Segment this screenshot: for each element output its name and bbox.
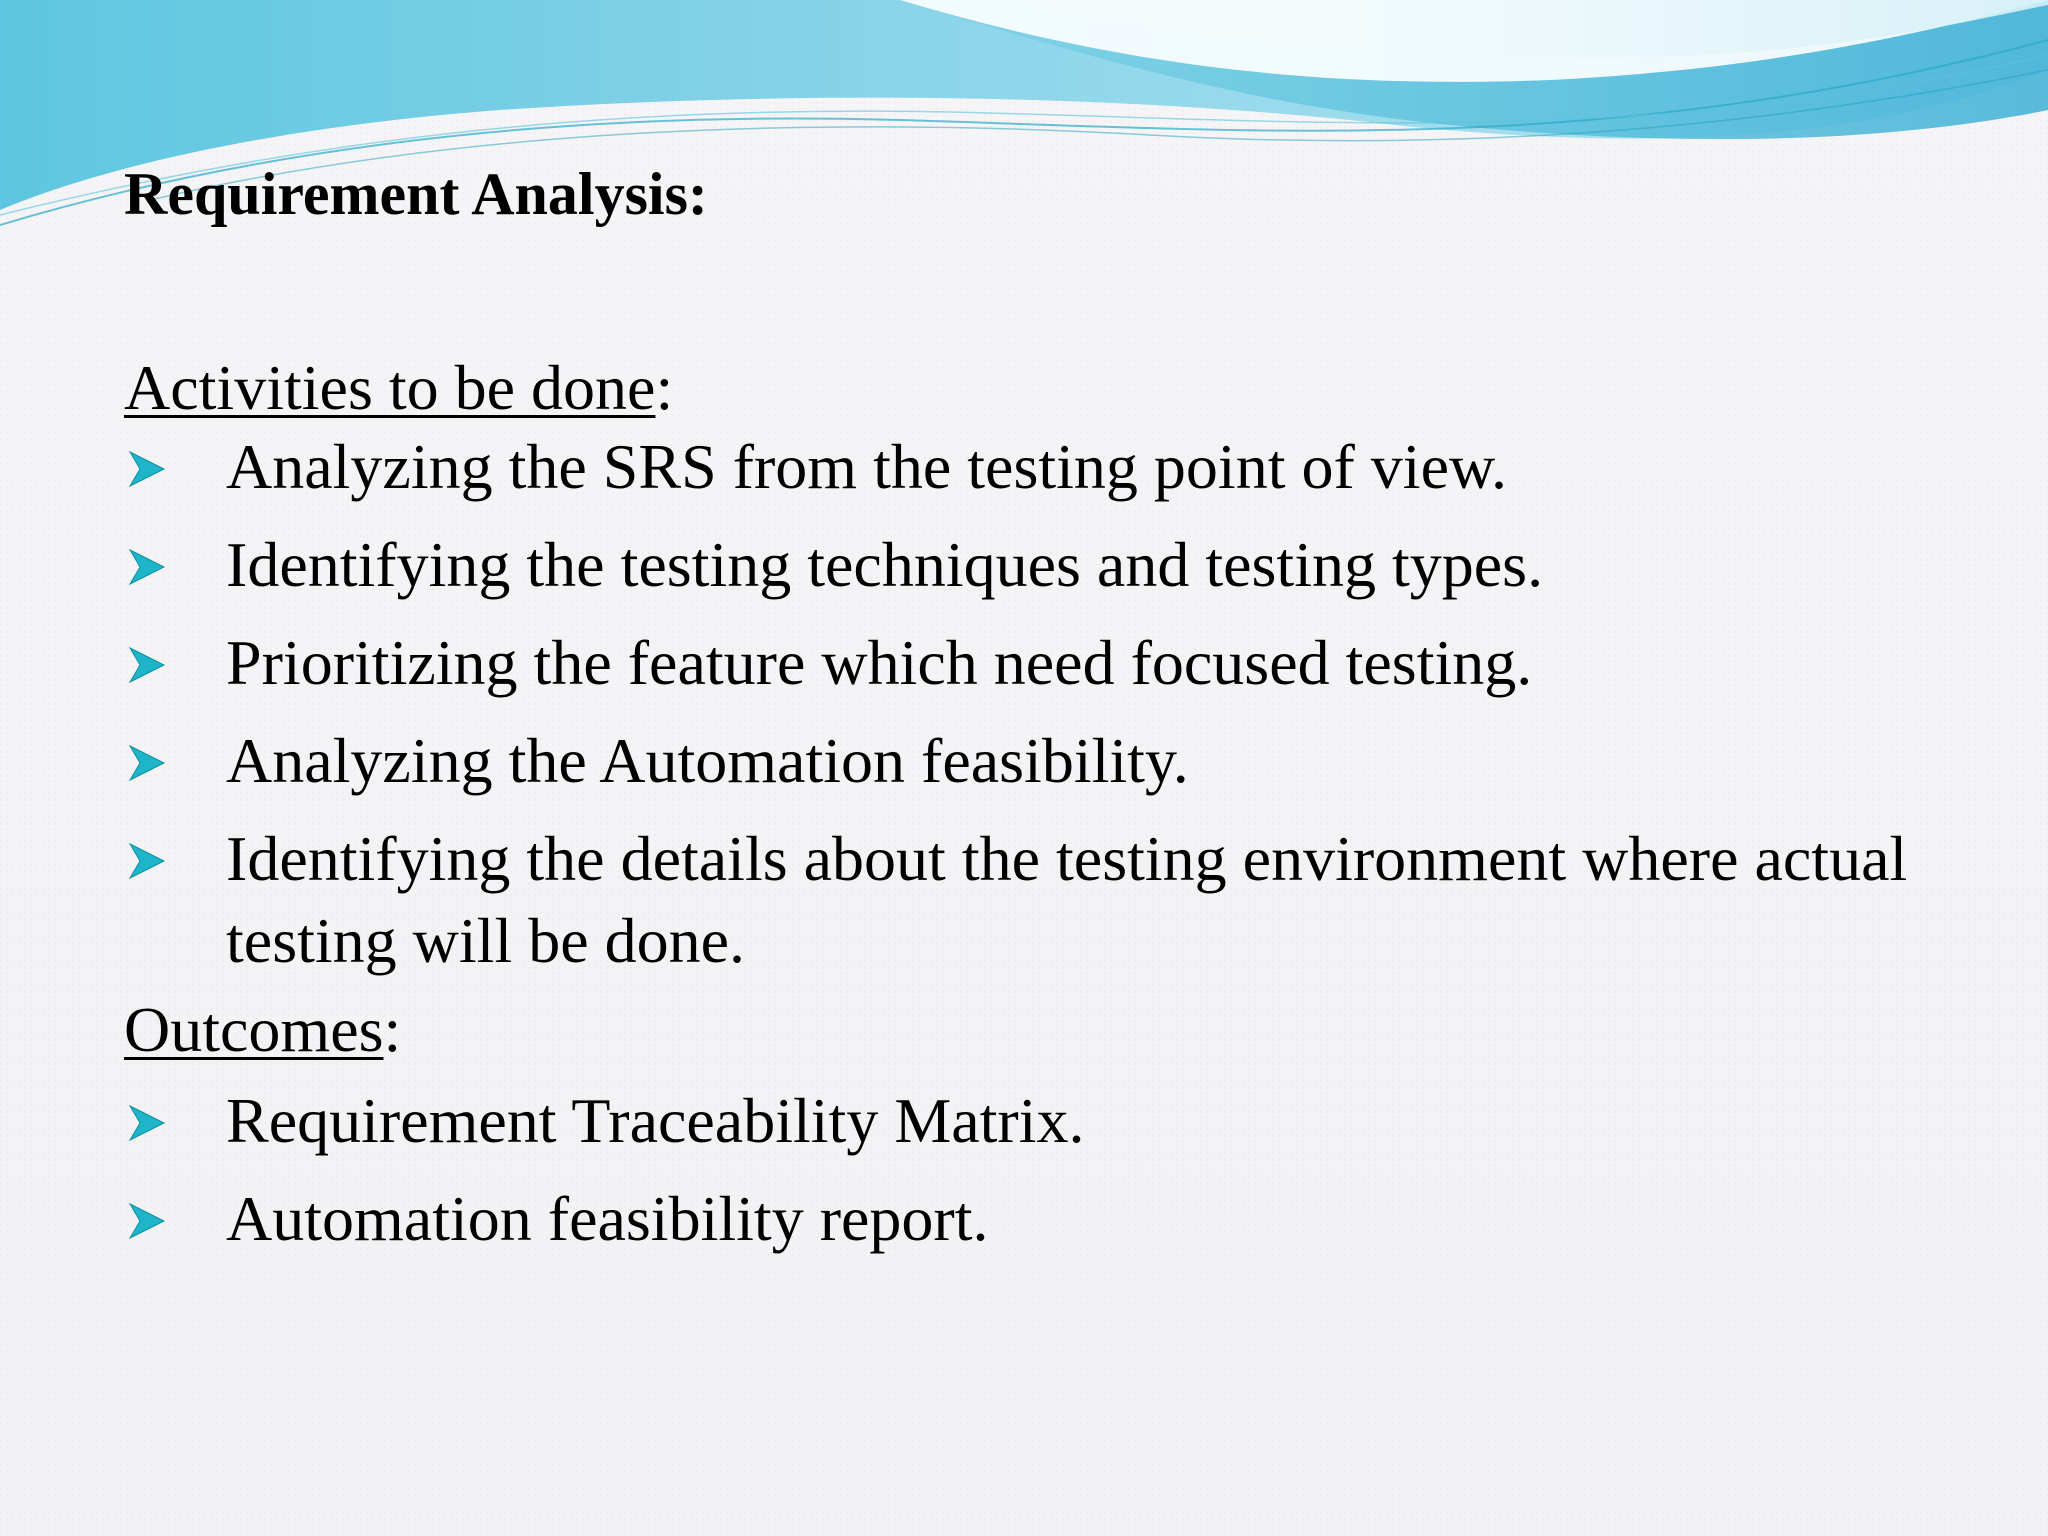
- list-item: [124, 818, 1944, 982]
- activities-heading-colon: :: [655, 352, 674, 423]
- activities-list: [124, 426, 1944, 982]
- arrowhead-bullet-icon: [128, 1104, 166, 1142]
- arrowhead-bullet-icon: [128, 646, 166, 684]
- list-item-text: Analyzing the SRS from the testing point of view.: [226, 431, 1508, 502]
- outcomes-list: [124, 1080, 1944, 1260]
- list-item-text: Requirement Traceability Matrix.: [226, 1085, 1085, 1156]
- list-item: [124, 426, 1944, 508]
- arrowhead-bullet-icon: [128, 450, 166, 488]
- slide-title: Requirement Analysis:: [124, 161, 708, 227]
- arrowhead-bullet-icon: [128, 842, 166, 880]
- slide-content: [124, 158, 1944, 1276]
- list-item-text: Prioritizing the feature which need focused testing.: [226, 627, 1533, 698]
- list-item-text: Identifying the testing techniques and testing types.: [226, 529, 1544, 600]
- arrowhead-bullet-icon: [128, 744, 166, 782]
- outcomes-heading-text: Outcomes: [124, 994, 384, 1065]
- outcomes-heading: [124, 992, 1944, 1068]
- list-item: [124, 1080, 1944, 1162]
- list-item-text: Automation feasibility report.: [226, 1183, 989, 1254]
- list-item: [124, 720, 1944, 802]
- list-item: [124, 622, 1944, 704]
- list-item-text: Identifying the details about the testing environment where actual testing will be done.: [226, 823, 1908, 976]
- arrowhead-bullet-icon: [128, 1202, 166, 1240]
- list-item-text: Analyzing the Automation feasibility.: [226, 725, 1189, 796]
- outcomes-heading-colon: :: [383, 994, 402, 1065]
- activities-heading-text: Activities to be done: [124, 352, 656, 423]
- list-item: [124, 1178, 1944, 1260]
- list-item: [124, 524, 1944, 606]
- arrowhead-bullet-icon: [128, 548, 166, 586]
- activities-heading: [124, 350, 1944, 426]
